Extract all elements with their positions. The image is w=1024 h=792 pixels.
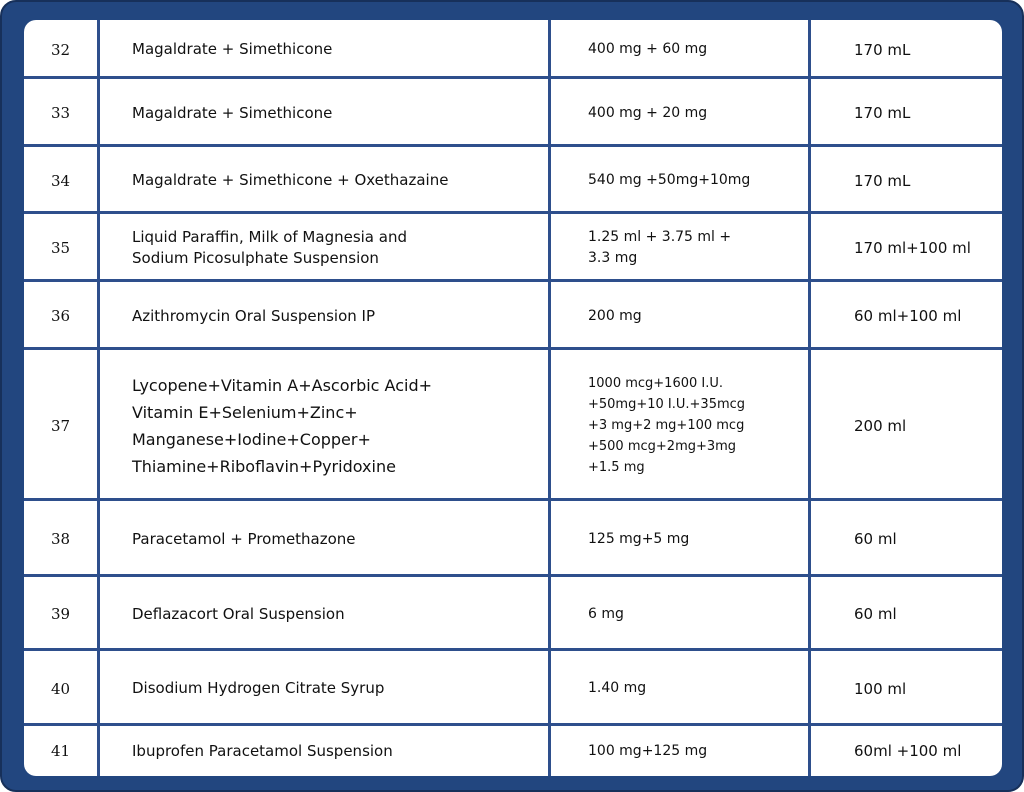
table-row <box>24 651 1002 726</box>
strength-line: +500 mcg+2mg+3mg <box>588 439 737 454</box>
strength-cell <box>551 282 808 350</box>
serial-number-cell: 40 <box>50 679 71 698</box>
column-divider <box>808 20 811 776</box>
strength-cell <box>551 651 808 726</box>
table-row <box>24 350 1002 501</box>
column-divider <box>548 20 551 776</box>
table-row <box>24 147 1002 214</box>
product-name-cell <box>100 214 548 282</box>
strength-line: 200 mg <box>588 307 642 324</box>
product-name-cell <box>100 350 548 501</box>
product-name-cell <box>100 651 548 726</box>
product-name-cell <box>100 147 548 214</box>
strength-cell <box>551 20 808 79</box>
strength-cell <box>551 726 808 776</box>
strength-line: 400 mg + 60 mg <box>588 41 708 57</box>
product-name-line: Vitamin E+Selenium+Zinc+ <box>132 402 358 422</box>
product-name-line: Azithromycin Oral Suspension IP <box>132 306 375 325</box>
product-name-line: Lycopene+Vitamin A+Ascorbic Acid+ <box>132 375 433 395</box>
pack-size-cell: 170 mL <box>854 40 911 59</box>
product-name-line: Deflazacort Oral Suspension <box>132 604 345 623</box>
table-row <box>24 577 1002 651</box>
product-name-line: Magaldrate + Simethicone <box>132 40 333 58</box>
strength-cell <box>551 214 808 282</box>
product-name-line: Magaldrate + Simethicone <box>132 103 333 122</box>
pack-size-cell: 60 ml <box>854 530 897 548</box>
strength-cell <box>551 79 808 147</box>
product-table <box>24 20 1002 776</box>
strength-line: 1.40 mg <box>588 680 647 696</box>
product-name-cell <box>100 501 548 577</box>
pack-size-cell: 170 mL <box>854 104 911 122</box>
strength-line: 100 mg+125 mg <box>588 742 708 759</box>
serial-number-cell: 32 <box>50 40 71 59</box>
strength-cell <box>551 350 808 501</box>
product-name-cell <box>100 79 548 147</box>
product-name-cell <box>100 726 548 776</box>
strength-line: +1.5 mg <box>588 460 645 475</box>
product-name-line: Ibuprofen Paracetamol Suspension <box>132 741 393 760</box>
pack-size-cell: 60ml +100 ml <box>854 742 962 760</box>
pack-size-cell: 60 ml <box>854 605 897 623</box>
serial-number-cell: 37 <box>50 416 71 435</box>
strength-line: +50mg+10 I.U.+35mcg <box>588 397 746 412</box>
strength-line: 540 mg +50mg+10mg <box>588 172 751 188</box>
product-name-cell <box>100 282 548 350</box>
serial-number-cell: 33 <box>50 104 71 122</box>
pack-size-cell: 60 ml+100 ml <box>854 307 962 325</box>
pack-size-cell: 170 mL <box>854 171 911 190</box>
table-row <box>24 501 1002 577</box>
serial-number-cell: 39 <box>50 605 71 623</box>
strength-line: 400 mg + 20 mg <box>588 104 708 121</box>
serial-number-cell: 35 <box>50 239 71 257</box>
serial-number-cell: 38 <box>50 530 71 548</box>
strength-line: +3 mg+2 mg+100 mcg <box>588 418 745 433</box>
table-row <box>24 79 1002 147</box>
product-name-line: Thiamine+Riboflavin+Pyridoxine <box>132 456 396 476</box>
product-name-line: Disodium Hydrogen Citrate Syrup <box>132 679 385 697</box>
product-name-line: Paracetamol + Promethazone <box>132 529 356 548</box>
product-name-line: Sodium Picosulphate Suspension <box>132 249 379 267</box>
serial-number-cell: 34 <box>50 171 71 190</box>
pack-size-cell: 170 ml+100 ml <box>854 239 971 257</box>
strength-line: 6 mg <box>588 605 624 622</box>
table-row <box>24 282 1002 350</box>
strength-line: 1000 mcg+1600 I.U. <box>588 376 724 391</box>
strength-cell <box>551 577 808 651</box>
product-name-line: Magaldrate + Simethicone + Oxethazaine <box>132 171 449 189</box>
strength-line: 1.25 ml + 3.75 ml + <box>588 229 732 245</box>
product-name-line: Liquid Paraffin, Milk of Magnesia and <box>132 228 407 246</box>
serial-number-cell: 41 <box>50 742 71 760</box>
strength-cell <box>551 147 808 214</box>
table-row <box>24 20 1002 79</box>
table-row <box>24 214 1002 282</box>
pack-size-cell: 200 ml <box>854 416 907 435</box>
pack-size-cell: 100 ml <box>854 679 907 698</box>
table-row <box>24 726 1002 776</box>
product-name-cell <box>100 20 548 79</box>
strength-line: 125 mg+5 mg <box>588 530 690 547</box>
serial-number-cell: 36 <box>50 307 71 325</box>
product-name-cell <box>100 577 548 651</box>
strength-line: 3.3 mg <box>588 250 638 266</box>
strength-cell <box>551 501 808 577</box>
column-divider <box>97 20 100 776</box>
product-name-line: Manganese+Iodine+Copper+ <box>132 429 371 449</box>
